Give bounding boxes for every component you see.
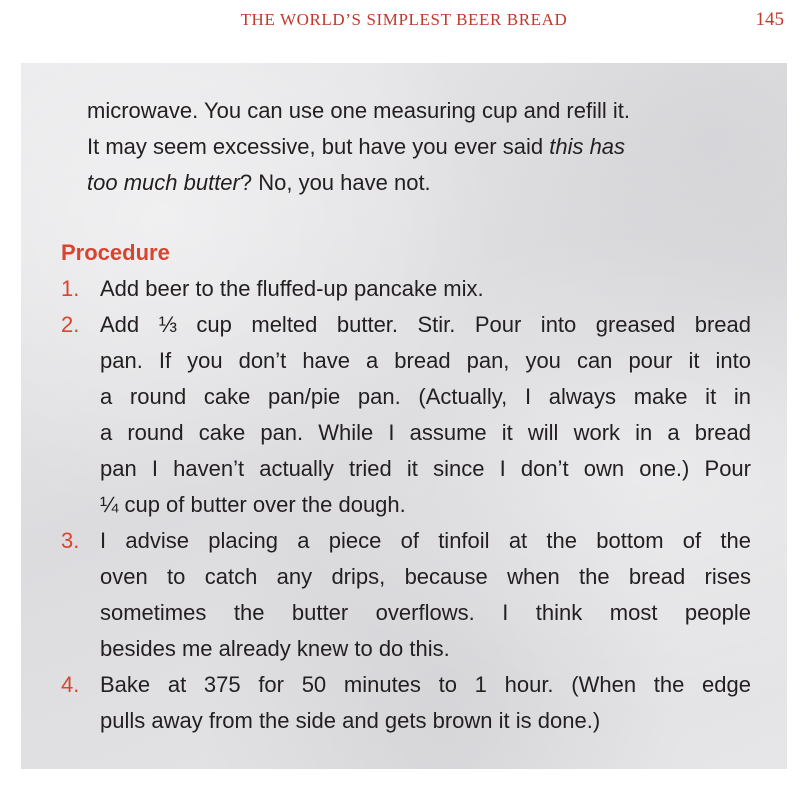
step-line: pan. If you don’t have a bread pan, you can pour it into: [100, 348, 751, 373]
step-number: 1.: [61, 276, 80, 301]
intro-line: [87, 165, 737, 201]
step-number: 2.: [61, 312, 80, 337]
step-line: pulls away from the side and gets brown it is done.): [100, 708, 601, 733]
step-line: a round cake pan. While I assume it will work in a bread: [100, 420, 751, 445]
procedure-heading: Procedure: [61, 240, 170, 265]
intro-italic-text: this has: [549, 134, 626, 159]
step-text: [100, 271, 751, 307]
sidebar-box: [21, 63, 787, 769]
step-text: [100, 667, 751, 739]
procedure-step: [61, 307, 751, 523]
step-text: [100, 307, 751, 523]
procedure-step: [61, 271, 751, 307]
step-line: sometimes the butter overflows. I think most people: [100, 600, 751, 625]
step-line: a round cake pan/pie pan. (Actually, I always make it in: [100, 384, 751, 409]
step-line: Bake at 375 for 50 minutes to 1 hour. (When the edge: [100, 672, 751, 697]
page-number: 145: [755, 9, 784, 30]
step-line: Add beer to the fluffed-up pancake mix.: [100, 276, 484, 301]
intro-line: [87, 129, 737, 165]
step-line: ¼ cup of butter over the dough.: [100, 492, 406, 517]
step-line: oven to catch any drips, because when the bread rises: [100, 564, 751, 589]
step-text: [100, 523, 751, 667]
running-head: [0, 0, 808, 44]
step-line: pan I haven’t actually tried it since I don’t own one.) Pour: [100, 456, 751, 481]
intro-line: microwave. You can use one measuring cup and refill it.: [87, 98, 630, 123]
intro-paragraph: [87, 93, 737, 201]
step-line: Add ⅓ cup melted butter. Stir. Pour into greased bread: [100, 312, 751, 337]
sidebar-content: [21, 63, 787, 769]
step-number: 4.: [61, 672, 80, 697]
step-line: besides me already knew to do this.: [100, 636, 450, 661]
procedure-steps: [61, 271, 751, 739]
step-line: I advise placing a piece of tinfoil at the bottom of the: [100, 528, 751, 553]
step-number: 3.: [61, 528, 80, 553]
chapter-title: THE WORLD’S SIMPLEST BEER BREAD: [240, 10, 568, 29]
procedure-step: [61, 667, 751, 739]
intro-text: ? No, you have not.: [239, 170, 431, 195]
intro-italic-text: too much butter: [87, 170, 240, 195]
intro-text: It may seem excessive, but have you ever said: [87, 134, 550, 159]
procedure-step: [61, 523, 751, 667]
